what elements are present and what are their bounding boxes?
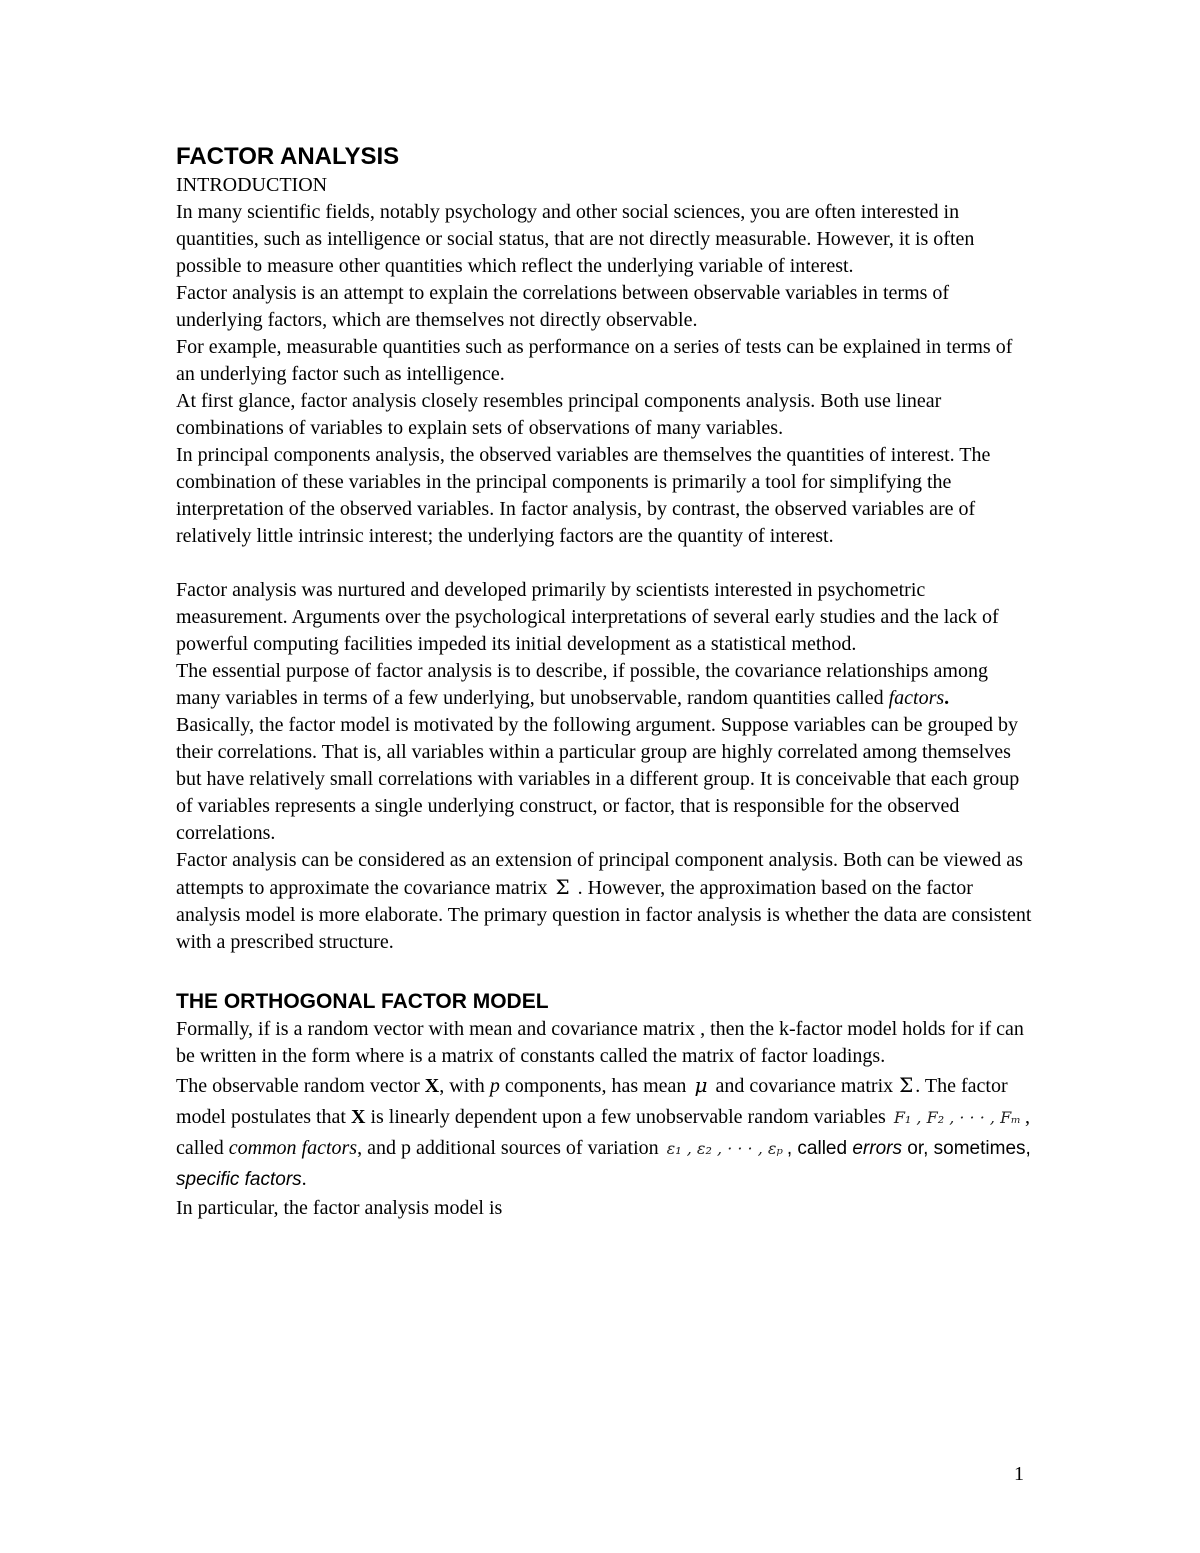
- spacer: [176, 550, 1036, 577]
- document-title: FACTOR ANALYSIS: [176, 143, 400, 170]
- page-number: 1: [1014, 1463, 1024, 1485]
- extension-text-end: . However, the approximation based on the factor analysis model is more elaborate. The primary question in factor analysis is whether the data are consistent with a prescribed structure.: [176, 877, 1032, 953]
- paragraph-pca-contrast: In principal components analysis, the observed variables are themselves the quantities of interest. The combination of these variables in the principal components is primarily a tool for simplifying the interpretation of the observed variables. In factor analysis, by contrast, the observed variables are of relatively little intrinsic interest; the underlying factors are the quantity of interest.: [176, 444, 991, 547]
- observable-text: or, sometimes,: [901, 1138, 1031, 1159]
- sigma-symbol: Σ: [555, 875, 570, 899]
- mu-symbol: μ: [694, 1073, 708, 1097]
- observable-text: , called: [176, 1106, 1030, 1159]
- paragraph-argument: Basically, the factor model is motivated by the following argument. Suppose variables can be grouped by their correlations. That is, all variables within a particular group are highly correlated among themselves but have relatively small correlations with variables in a different group. It is conceivable that each group of variables represents a single underlying construct, or factor, that is responsible for the observed correlations.: [176, 714, 1020, 844]
- paragraph-extension: [176, 847, 1036, 956]
- page-content: [176, 142, 1036, 1222]
- term-errors: errors: [852, 1138, 902, 1159]
- paragraph-history: Factor analysis was nurtured and developed primarily by scientists interested in psychometric measurement. Arguments over the psychological interpretations of several early studies and the lack of powerful computing facilities impeded its initial development as a statistical method.: [176, 579, 999, 655]
- paragraph-intro: In many scientific fields, notably psychology and other social sciences, you are often interested in quantities, such as intelligence or social status, that are not directly measurable. However, it is often possible to measure other quantities which reflect the underlying variable of interest.: [176, 201, 975, 277]
- observable-text: .: [301, 1168, 307, 1190]
- paragraph-formal: Formally, if is a random vector with mean and covariance matrix , then the k-factor model holds for if can be written in the form where is a matrix of constants called the matrix of factor loadings.: [176, 1018, 1024, 1067]
- observable-text: is linearly dependent upon a few unobservable random variables: [365, 1106, 886, 1128]
- observable-text: , called: [786, 1138, 853, 1159]
- observable-text: , and p additional sources of variation: [357, 1137, 659, 1159]
- section-heading-orthogonal-factor-model: THE ORTHOGONAL FACTOR MODEL: [176, 990, 549, 1013]
- introduction-heading: INTRODUCTION: [176, 174, 328, 196]
- paragraph-observable: [176, 1070, 1036, 1195]
- purpose-text: The essential purpose of factor analysis is to describe, if possible, the covariance relationships among many variables in terms of a few underlying, but unobservable, random quantities called: [176, 660, 988, 709]
- symbol-p: p: [489, 1075, 500, 1097]
- vector-x: X: [424, 1075, 440, 1097]
- extension-text: Factor analysis can be considered as an extension of principal component analysis. Both can be viewed as attempts to approximate the covariance matrix: [176, 849, 1023, 899]
- purpose-term: factors: [888, 687, 945, 709]
- vector-x: X: [350, 1106, 366, 1128]
- paragraph-definition: Factor analysis is an attempt to explain the correlations between observable variables in terms of underlying factors, which are themselves not directly observable.: [176, 282, 950, 331]
- common-factors-expression: F₁ , F₂ , · · · , Fₘ: [893, 1108, 1021, 1127]
- purpose-end: .: [944, 687, 950, 709]
- spacer: [176, 956, 1036, 988]
- term-specific-factors: specific factors: [176, 1169, 302, 1190]
- observable-text: components, has mean: [499, 1075, 687, 1097]
- paragraph-pca-comparison: At first glance, factor analysis closely resembles principal components analysis. Both use linear combinations of variables to explain sets of observations of many variables.: [176, 390, 942, 439]
- observable-text: , with: [439, 1075, 490, 1097]
- errors-expression: ε₁ , ε₂ , · · · , εₚ: [666, 1139, 783, 1158]
- observable-text: and covariance matrix: [715, 1075, 894, 1097]
- sigma-symbol: Σ: [899, 1073, 914, 1097]
- term-common-factors: common factors: [228, 1137, 358, 1159]
- observable-text: The observable random vector: [176, 1075, 425, 1097]
- paragraph-purpose: [176, 658, 1036, 712]
- observable-text: . The factor model postulates that: [176, 1075, 1008, 1128]
- paragraph-example: For example, measurable quantities such as performance on a series of tests can be explained in terms of an underlying factor such as intelligence.: [176, 336, 1013, 385]
- paragraph-model-intro: In particular, the factor analysis model is: [176, 1197, 503, 1219]
